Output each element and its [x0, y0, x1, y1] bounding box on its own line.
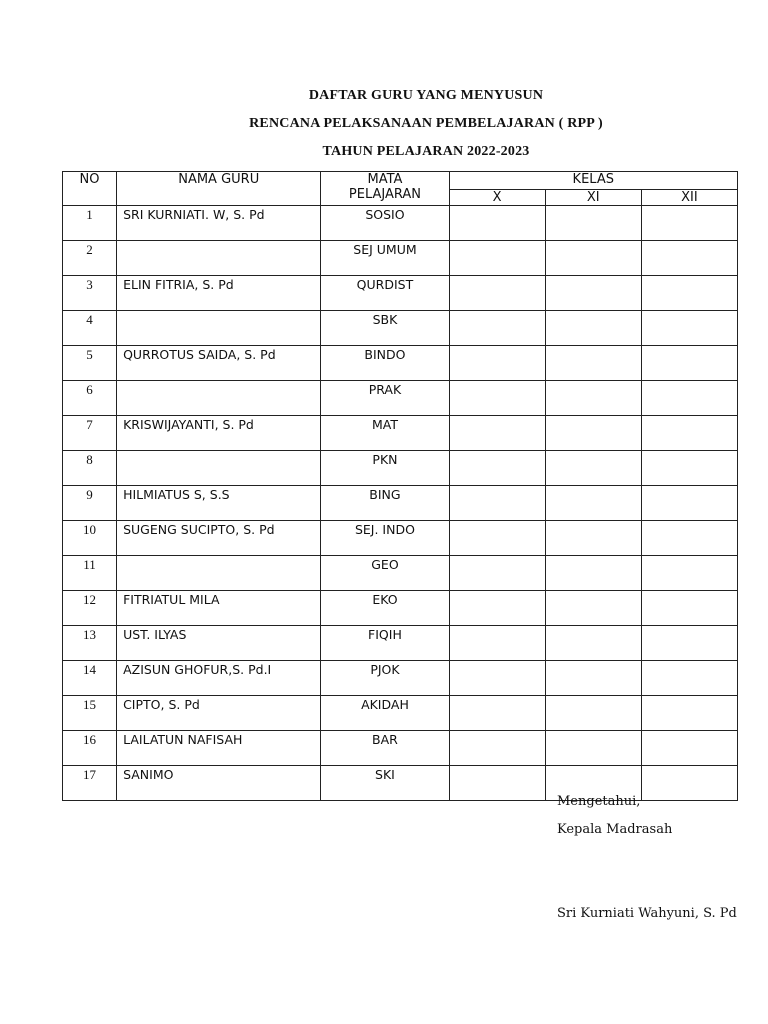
row-kelas-xii	[641, 521, 737, 556]
row-nama-guru	[117, 381, 321, 416]
row-kelas-x	[449, 416, 545, 451]
row-mata-pelajaran: AKIDAH	[321, 696, 449, 731]
row-kelas-xii	[641, 591, 737, 626]
row-kelas-xii	[641, 731, 737, 766]
row-kelas-xi	[545, 206, 641, 241]
row-kelas-xii	[641, 696, 737, 731]
row-kelas-x	[449, 346, 545, 381]
row-no: 12	[63, 591, 117, 626]
row-kelas-x	[449, 311, 545, 346]
row-kelas-xi	[545, 276, 641, 311]
row-nama-guru: QURROTUS SAIDA, S. Pd	[117, 346, 321, 381]
table-row	[63, 346, 738, 381]
row-kelas-x	[449, 381, 545, 416]
row-kelas-xi	[545, 451, 641, 486]
row-kelas-xii	[641, 626, 737, 661]
row-nama-guru	[117, 556, 321, 591]
row-nama-guru: AZISUN GHOFUR,S. Pd.I	[117, 661, 321, 696]
row-nama-guru: CIPTO, S. Pd	[117, 696, 321, 731]
row-kelas-xi	[545, 311, 641, 346]
row-no: 11	[63, 556, 117, 591]
row-no: 14	[63, 661, 117, 696]
row-kelas-x	[449, 626, 545, 661]
table-row	[63, 521, 738, 556]
row-no: 13	[63, 626, 117, 661]
header-nama-guru: NAMA GURU	[117, 172, 321, 206]
row-mata-pelajaran: SEJ. INDO	[321, 521, 449, 556]
row-nama-guru: UST. ILYAS	[117, 626, 321, 661]
row-kelas-xii	[641, 766, 737, 801]
row-no: 3	[63, 276, 117, 311]
header-kelas: KELAS	[449, 172, 737, 190]
header-kelas-x: X	[449, 190, 545, 206]
row-kelas-xii	[641, 556, 737, 591]
row-mata-pelajaran: GEO	[321, 556, 449, 591]
row-nama-guru: LAILATUN NAFISAH	[117, 731, 321, 766]
row-kelas-x	[449, 766, 545, 801]
table-row	[63, 696, 738, 731]
row-nama-guru	[117, 311, 321, 346]
row-kelas-x	[449, 661, 545, 696]
row-nama-guru: SRI KURNIATI. W, S. Pd	[117, 206, 321, 241]
title-line-1: DAFTAR GURU YANG MENYUSUN	[308, 88, 544, 103]
table-row	[63, 661, 738, 696]
table-row	[63, 311, 738, 346]
row-kelas-x	[449, 521, 545, 556]
table-row	[63, 626, 738, 661]
row-mata-pelajaran: SOSIO	[321, 206, 449, 241]
title-line-3: TAHUN PELAJARAN 2022-2023	[322, 144, 530, 159]
row-kelas-xii	[641, 661, 737, 696]
table-row	[63, 591, 738, 626]
row-mata-pelajaran: SBK	[321, 311, 449, 346]
table-row	[63, 276, 738, 311]
row-kelas-x	[449, 206, 545, 241]
row-kelas-xii	[641, 206, 737, 241]
row-kelas-x	[449, 731, 545, 766]
row-kelas-xi	[545, 661, 641, 696]
row-no: 10	[63, 521, 117, 556]
row-mata-pelajaran: SEJ UMUM	[321, 241, 449, 276]
row-mata-pelajaran: BAR	[321, 731, 449, 766]
signature-name: Sri Kurniati Wahyuni, S. Pd	[557, 906, 737, 921]
row-mata-pelajaran: MAT	[321, 416, 449, 451]
row-mata-pelajaran: FIQIH	[321, 626, 449, 661]
row-mata-pelajaran: BING	[321, 486, 449, 521]
table-row	[63, 451, 738, 486]
document-title	[0, 86, 768, 170]
row-nama-guru	[117, 451, 321, 486]
header-mapel-line1: MATA	[367, 172, 403, 187]
table-row	[63, 486, 738, 521]
header-mata-pelajaran	[321, 172, 449, 206]
title-line-2: RENCANA PELAKSANAAN PEMBELAJARAN ( RPP )	[249, 116, 603, 131]
row-nama-guru	[117, 241, 321, 276]
row-no: 5	[63, 346, 117, 381]
row-kelas-xi	[545, 381, 641, 416]
signature-mengetahui: Mengetahui,	[557, 794, 641, 809]
row-kelas-xi	[545, 696, 641, 731]
row-kelas-xii	[641, 276, 737, 311]
row-kelas-x	[449, 556, 545, 591]
row-kelas-x	[449, 696, 545, 731]
row-kelas-x	[449, 591, 545, 626]
header-kelas-xii: XII	[641, 190, 737, 206]
row-kelas-x	[449, 241, 545, 276]
row-no: 17	[63, 766, 117, 801]
row-kelas-xii	[641, 241, 737, 276]
row-kelas-xii	[641, 451, 737, 486]
row-kelas-xi	[545, 731, 641, 766]
row-kelas-xii	[641, 486, 737, 521]
row-kelas-x	[449, 276, 545, 311]
row-nama-guru: SUGENG SUCIPTO, S. Pd	[117, 521, 321, 556]
row-kelas-xii	[641, 311, 737, 346]
row-no: 7	[63, 416, 117, 451]
row-kelas-xi	[545, 416, 641, 451]
teacher-table	[62, 171, 738, 801]
row-no: 1	[63, 206, 117, 241]
row-kelas-xi	[545, 241, 641, 276]
row-nama-guru: KRISWIJAYANTI, S. Pd	[117, 416, 321, 451]
row-no: 4	[63, 311, 117, 346]
table-row	[63, 556, 738, 591]
row-kelas-xi	[545, 486, 641, 521]
row-kelas-xi	[545, 591, 641, 626]
row-no: 9	[63, 486, 117, 521]
row-mata-pelajaran: PJOK	[321, 661, 449, 696]
table-row	[63, 206, 738, 241]
row-kelas-xi	[545, 346, 641, 381]
row-mata-pelajaran: PKN	[321, 451, 449, 486]
header-no: NO	[63, 172, 117, 206]
row-kelas-xii	[641, 346, 737, 381]
row-nama-guru: ELIN FITRIA, S. Pd	[117, 276, 321, 311]
row-no: 2	[63, 241, 117, 276]
row-mata-pelajaran: BINDO	[321, 346, 449, 381]
row-no: 15	[63, 696, 117, 731]
row-kelas-xi	[545, 521, 641, 556]
table-row	[63, 381, 738, 416]
header-kelas-xi: XI	[545, 190, 641, 206]
row-mata-pelajaran: EKO	[321, 591, 449, 626]
row-nama-guru: FITRIATUL MILA	[117, 591, 321, 626]
header-mapel-line2: PELAJARAN	[348, 187, 422, 202]
row-nama-guru: SANIMO	[117, 766, 321, 801]
row-kelas-x	[449, 451, 545, 486]
table-row	[63, 416, 738, 451]
row-no: 16	[63, 731, 117, 766]
row-kelas-xii	[641, 416, 737, 451]
row-no: 8	[63, 451, 117, 486]
table-row	[63, 241, 738, 276]
signature-title: Kepala Madrasah	[557, 822, 673, 837]
row-mata-pelajaran: QURDIST	[321, 276, 449, 311]
row-kelas-xi	[545, 626, 641, 661]
row-no: 6	[63, 381, 117, 416]
row-mata-pelajaran: PRAK	[321, 381, 449, 416]
row-nama-guru: HILMIATUS S, S.S	[117, 486, 321, 521]
row-kelas-xi	[545, 556, 641, 591]
table-row	[63, 731, 738, 766]
row-mata-pelajaran: SKI	[321, 766, 449, 801]
row-kelas-x	[449, 486, 545, 521]
row-kelas-xii	[641, 381, 737, 416]
